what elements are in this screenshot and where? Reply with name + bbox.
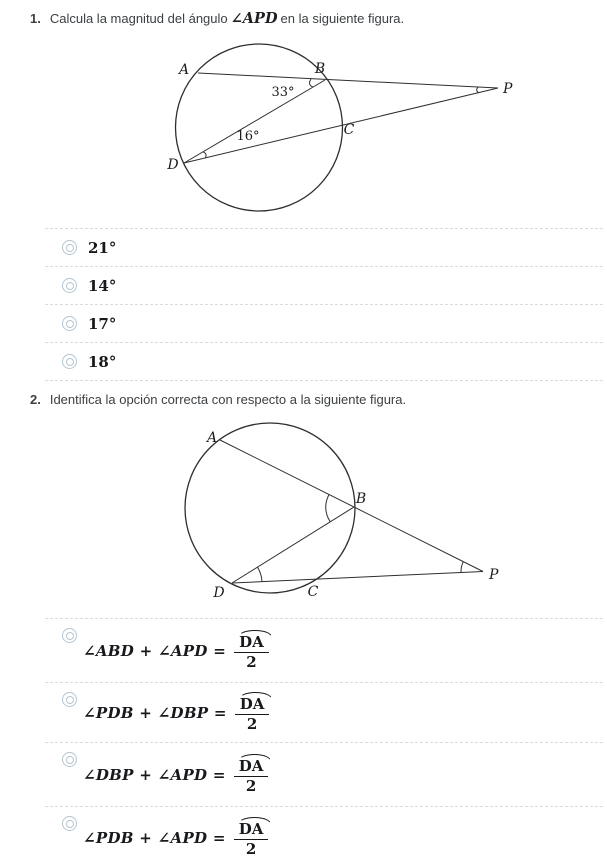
formula-lhs: ∠ABD + ∠APD =: [83, 641, 227, 660]
radio-button-dbp-apd[interactable]: [62, 752, 77, 767]
radio-button-18[interactable]: [62, 354, 77, 369]
question-2-text: Identifica la opción correcta con respecto a la siguiente figura.: [49, 392, 407, 407]
figure-1-label-P: P: [503, 81, 513, 97]
radio-inner-ring: [66, 820, 74, 828]
widehat-arc-icon: [239, 692, 272, 699]
question-1-options: [45, 228, 603, 381]
formula-pdb-apd: [83, 817, 268, 858]
figure-1-angle-arc-B: [310, 79, 313, 87]
fraction-denominator: 2: [246, 715, 258, 733]
option-row-abd-apd[interactable]: [45, 618, 603, 682]
fraction-numerator: [234, 754, 269, 777]
radio-inner-ring: [66, 282, 74, 290]
figure-2-line-DP: [232, 572, 483, 584]
option-row-18[interactable]: [45, 342, 603, 380]
fraction-denominator: 2: [245, 777, 257, 795]
question-1-title: [30, 9, 404, 29]
radio-inner-ring: [66, 756, 74, 764]
formula-lhs: ∠DBP + ∠APD =: [83, 765, 226, 784]
radio-button-21[interactable]: [62, 240, 77, 255]
figure-1-line-DP: [184, 88, 498, 163]
formula-pdb-dbp: [83, 692, 269, 733]
option-row-dbp-apd[interactable]: [45, 742, 603, 806]
figure-1-label-D: D: [167, 157, 179, 173]
formula-dbp-apd: [83, 754, 268, 795]
figure-2-angle-arc-P: [461, 562, 463, 573]
radio-inner-ring: [66, 358, 74, 366]
figure-2-label-A: A: [206, 430, 218, 446]
figure-1-label-B: B: [314, 61, 326, 77]
arc-DA: DA: [238, 757, 264, 776]
widehat-arc-icon: [238, 630, 271, 637]
figure-1-label-C: C: [343, 122, 355, 138]
option-label-21: 21°: [88, 238, 117, 257]
radio-button-pdb-apd[interactable]: [62, 816, 77, 831]
fraction-numerator: [235, 692, 270, 715]
question-2-options: [45, 618, 603, 866]
figure-1-angle-arc-P: [477, 87, 479, 93]
radio-inner-ring: [66, 320, 74, 328]
question-1-number: 1.: [30, 11, 41, 26]
figure-2-label-B: B: [355, 491, 367, 507]
figure-1-circle-secants: [135, 38, 520, 218]
option-label-17: 17°: [88, 314, 117, 333]
figure-2-circle: [185, 423, 355, 593]
radio-inner-ring: [66, 696, 74, 704]
figure-2-label-D: D: [213, 585, 225, 601]
option-row-pdb-apd[interactable]: [45, 806, 603, 866]
fraction-denominator: 2: [246, 653, 257, 671]
fraction-numerator: [234, 817, 269, 840]
figure-2-circle-secants: [148, 420, 523, 612]
figure-2-line-DB: [232, 507, 354, 583]
option-row-17[interactable]: [45, 304, 603, 342]
radio-inner-ring: [66, 632, 74, 640]
question-2-title: [30, 391, 406, 409]
option-row-21[interactable]: [45, 228, 603, 266]
figure-1-line-AP: [198, 73, 498, 88]
radio-button-abd-apd[interactable]: [62, 628, 77, 643]
figure-1-angle-arc-D: [203, 152, 206, 158]
arc-DA: DA: [239, 695, 265, 714]
question-1-text-after: en la siguiente figura.: [280, 11, 405, 26]
arc-DA: DA: [239, 633, 264, 652]
figure-2-line-AP: [220, 440, 483, 572]
question-2-number: 2.: [30, 392, 41, 407]
widehat-arc-icon: [238, 754, 271, 761]
figure-1-line-DB: [184, 80, 325, 163]
formula-lhs: ∠PDB + ∠DBP =: [83, 703, 227, 722]
figure-1-angle-16: 16°: [236, 129, 260, 144]
figure-2-angle-arc-D: [258, 567, 263, 582]
figure-2-angle-arc-B: [326, 495, 330, 522]
widehat-arc-icon: [238, 817, 271, 824]
arc-DA: DA: [238, 820, 264, 839]
fraction-numerator: [234, 630, 269, 653]
fraction-denominator: 2: [245, 840, 257, 858]
radio-button-pdb-dbp[interactable]: [62, 692, 77, 707]
figure-2-label-C: C: [307, 584, 319, 600]
option-label-14: 14°: [88, 276, 117, 295]
option-row-pdb-dbp[interactable]: [45, 682, 603, 742]
question-1-angle-math: ∠APD: [230, 10, 278, 27]
option-row-14[interactable]: [45, 266, 603, 304]
fraction: [234, 630, 269, 671]
figure-1-label-A: A: [178, 62, 190, 78]
fraction: [235, 692, 270, 733]
fraction: [234, 754, 269, 795]
formula-lhs: ∠PDB + ∠APD =: [83, 828, 226, 847]
radio-button-14[interactable]: [62, 278, 77, 293]
option-label-18: 18°: [88, 352, 117, 371]
radio-button-17[interactable]: [62, 316, 77, 331]
formula-abd-apd: [83, 630, 269, 671]
figure-1-angle-33: 33°: [271, 85, 295, 100]
figure-2-label-P: P: [489, 567, 499, 583]
fraction: [234, 817, 269, 858]
radio-inner-ring: [66, 244, 74, 252]
question-1-text-before: Calcula la magnitud del ángulo: [49, 11, 228, 26]
